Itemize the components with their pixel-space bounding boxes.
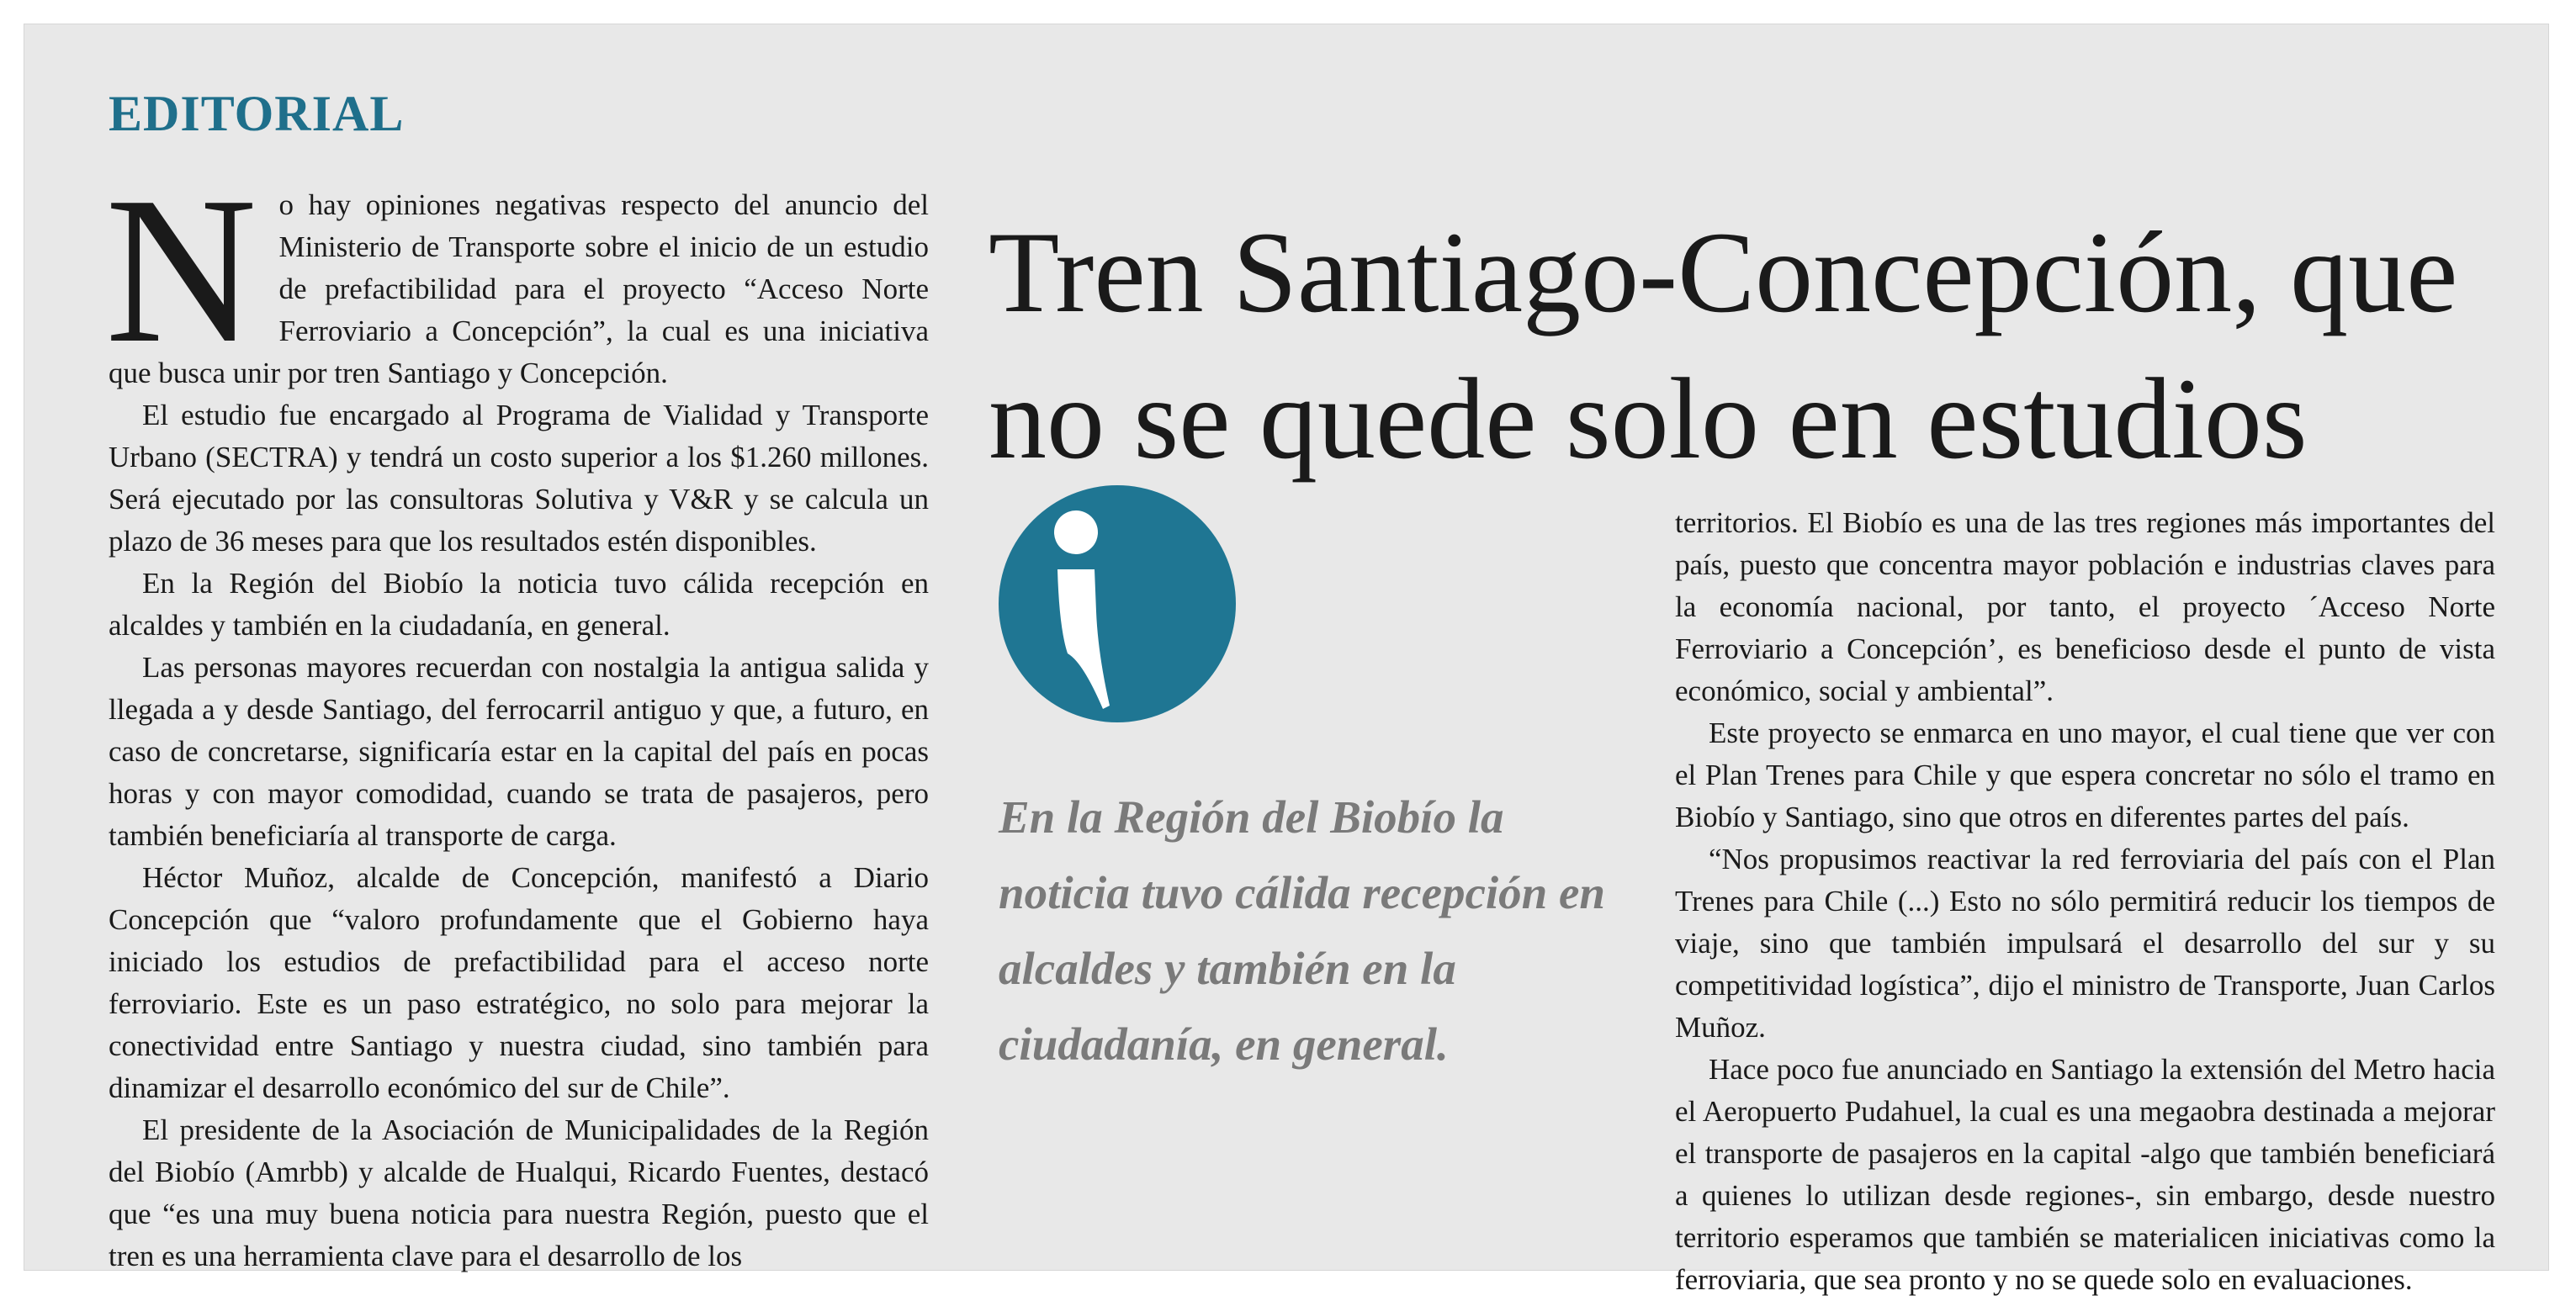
pull-quote: En la Región del Biobío la noticia tuvo cálida recepción en alcaldes y también en la ciudadanía, en general. bbox=[999, 791, 1606, 1070]
editorial-page bbox=[24, 24, 2549, 1296]
section-label: EDITORIAL bbox=[109, 86, 405, 141]
left-column bbox=[105, 154, 929, 1277]
paragraph-5: Héctor Muñoz, alcalde de Concepción, manifestó a Diario Concepción que “valoro profundamente que el Gobierno haya iniciado los estudios de prefactibilidad para el acceso norte ferroviario. Este es un paso estratégico, no solo para mejorar la conectividad entre Santiago y nuestra ciudad, sino también para dinamizar el desarrollo económico del sur de Chile”. bbox=[109, 861, 929, 1104]
info-icon bbox=[999, 485, 1236, 722]
paragraph-2: El estudio fue encargado al Programa de Vialidad y Transporte Urbano (SECTRA) y tendrá un costo superior a los $1.260 millones. Será ejecutado por las consultoras Solutiva y V&R y se calcula un plazo de 36 meses para que los resultados estén disponibles. bbox=[109, 399, 929, 558]
paragraph-10: Hace poco fue anunciado en Santiago la extensión del Metro hacia el Aeropuerto Pudahuel, la cual es una megaobra destinada a mejorar el transporte de pasajeros en la capital -algo que también beneficiará a quienes lo utilizan desde regiones-, sin embargo, desde nuestro territorio esperamos que también se materialicen iniciativas como la ferroviaria, que sea pronto y no se quede solo en evaluaciones. bbox=[1675, 1053, 2495, 1296]
paragraph-3: En la Región del Biobío la noticia tuvo cálida recepción en alcaldes y también en la ciudadanía, en general. bbox=[109, 567, 929, 642]
paragraph-9: “Nos propusimos reactivar la red ferroviaria del país con el Plan Trenes para Chile (...) Esto no sólo permitirá reducir los tiempos de viaje, sino que también impulsará el desarrollo del sur y su competitividad logística”, dijo el ministro de Transporte, Juan Carlos Muñoz. bbox=[1675, 843, 2495, 1044]
paragraph-8: Este proyecto se enmarca en uno mayor, el cual tiene que ver con el Plan Trenes para Chile y que espera concretar no sólo el tramo en Biobío y Santiago, sino que otros en diferentes partes del país. bbox=[1675, 717, 2495, 833]
headline: Tren Santiago-Concepción, que no se quede solo en estudios bbox=[989, 208, 2458, 483]
paragraph-6: El presidente de la Asociación de Municipalidades de la Región del Biobío (Amrbb) y alcalde de Hualqui, Ricardo Fuentes, destacó que “es una muy buena noticia para nuestra Región, puesto que el tren es una herramienta clave para el desarrollo de los bbox=[109, 1113, 929, 1272]
right-column bbox=[1675, 502, 2495, 1301]
paragraph-1 bbox=[105, 154, 929, 394]
paragraph-7: territorios. El Biobío es una de las tres regiones más importantes del país, puesto que concentra mayor población e industrias claves para la economía nacional, por tanto, el proyecto ´Acceso Norte Ferroviario a Concepción’, es beneficioso desde el punto de vista económico, social y ambiental”. bbox=[1675, 506, 2495, 707]
paragraph-1-text: o hay opiniones negativas respecto del anuncio del Ministerio de Transporte sobre el inicio de un estudio de prefactibilidad para el proyecto “Acceso Norte Ferroviario a Concepción”, la cual es una iniciativa que busca unir por tren Santiago y Concepción. bbox=[109, 188, 929, 389]
info-icon-glyph bbox=[999, 485, 1236, 722]
drop-cap: N bbox=[105, 154, 257, 387]
paragraph-4: Las personas mayores recuerdan con nostalgia la antigua salida y llegada a y desde Santiago, del ferrocarril antiguo y que, a futuro, en caso de concretarse, significaría estar en la capital del país en pocas horas y con mayor comodidad, cuando se trata de pasajeros, pero también beneficiaría al transporte de carga. bbox=[109, 651, 929, 852]
